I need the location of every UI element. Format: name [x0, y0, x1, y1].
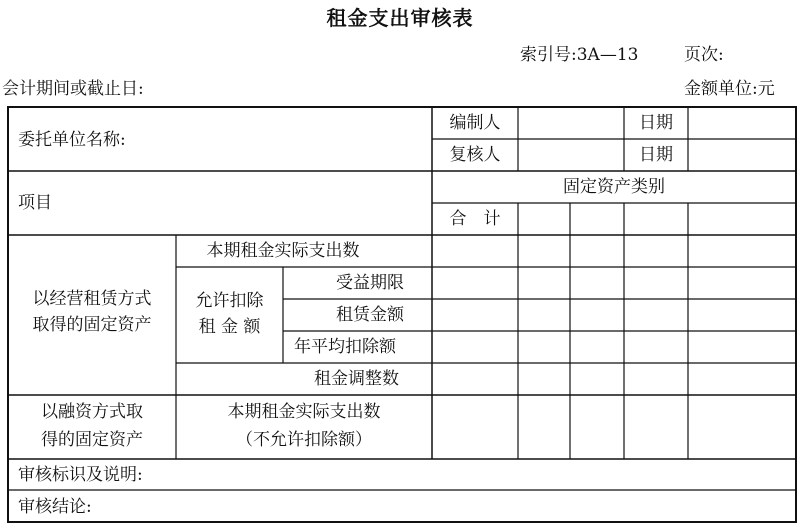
page-title: 租金支出审核表 [326, 6, 474, 30]
amount-unit: 金额单位:元 [684, 79, 775, 99]
allowed-deduction-line2: 租 金 额 [198, 317, 261, 337]
rent-adjustment-label: 租金调整数 [314, 369, 399, 389]
prepared-date-label: 日期 [639, 113, 673, 133]
annual-avg-deduction-label: 年平均扣除额 [294, 337, 396, 357]
allowed-deduction-line1: 允许扣除 [195, 291, 264, 311]
total-label: 合 计 [449, 209, 501, 229]
lease-amount-label: 租赁金额 [336, 305, 404, 325]
audit-conclusion-label: 审核结论: [18, 497, 92, 517]
finance-lease-line1: 以融资方式取 [41, 402, 143, 422]
actual-rent-paid-label: 本期租金实际支出数 [206, 241, 360, 261]
benefit-period-label: 受益期限 [336, 273, 404, 293]
audit-notes-label: 审核标识及说明: [18, 465, 143, 485]
asset-category-label: 固定资产类别 [563, 177, 665, 197]
preparer-label: 编制人 [449, 113, 501, 133]
reviewer-label: 复核人 [449, 145, 501, 165]
client-name-label: 委托单位名称: [18, 130, 126, 150]
finance-actual-paid-label: 本期租金实际支出数 [227, 402, 381, 422]
item-label: 项目 [18, 193, 52, 213]
page-number: 页次: [684, 45, 724, 65]
reviewed-date-label: 日期 [639, 145, 673, 165]
not-deductible-label: （不允许扣除额） [236, 430, 372, 450]
operating-lease-line1: 以经营租赁方式 [32, 289, 152, 309]
accounting-period: 会计期间或截止日: [2, 79, 144, 99]
index-number: 索引号:3A—13 [520, 45, 639, 65]
operating-lease-line2: 取得的固定资产 [32, 315, 152, 335]
finance-lease-line2: 得的固定资产 [41, 430, 143, 450]
